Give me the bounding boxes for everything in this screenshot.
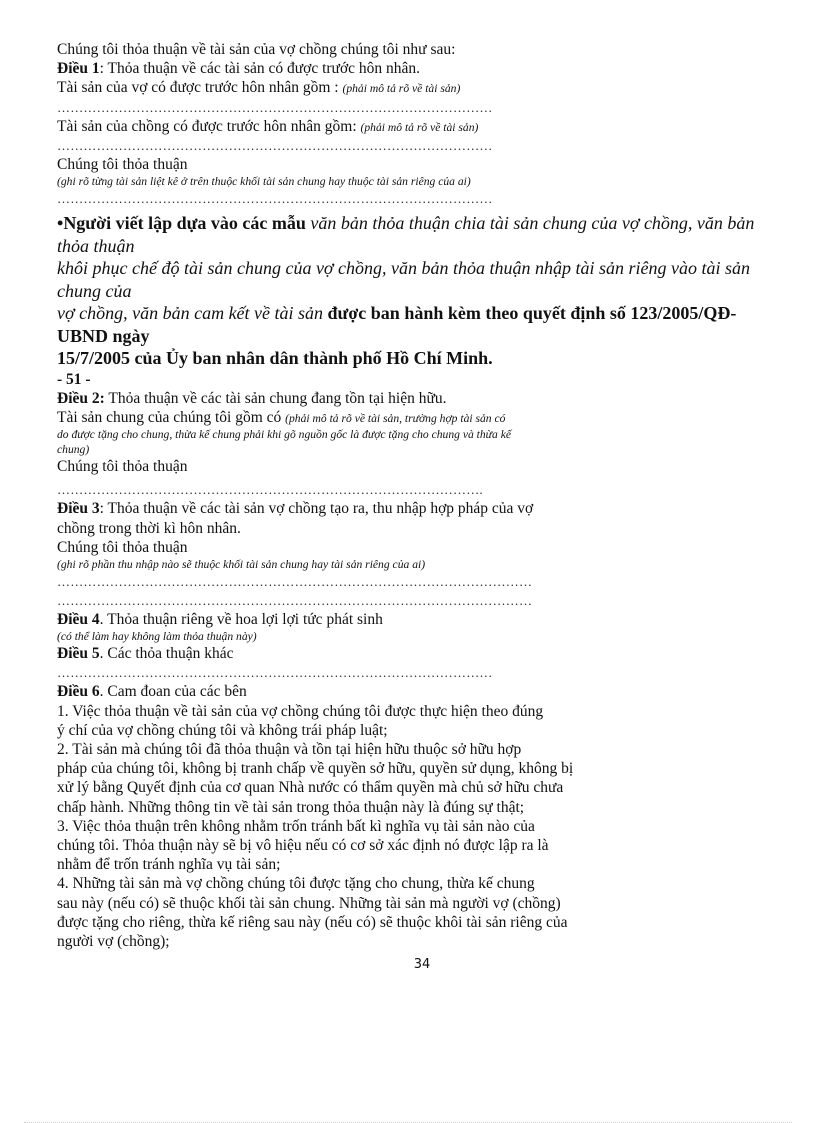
notice-line-2: thỏa thuận [57,235,135,256]
page-number: 34 [413,957,431,973]
dieu5-heading: Điều 5. Các thỏa thuận khác [57,645,234,663]
fill-line: ……………………………………………………………………………………… [57,137,493,153]
notice-line-1: •Người viết lập dựa vào các mẫu văn bản thỏa thuận chia tài sản chung của vợ chồng, văn bản [57,213,755,234]
commitment-line: chấp hành. Những thông tin về tài sản trong thỏa thuận này là đúng sự thật; [57,798,525,816]
fill-line: ……………………………………………………………………………………… [57,99,493,115]
commitment-line: 4. Những tài sản mà vợ chồng chúng tôi được tặng cho chung, thừa kế chung [57,875,535,893]
agree3-line: Chúng tôi thỏa thuận [57,538,188,556]
commitment-line: chúng tôi. Thỏa thuận này sẽ bị vô hiệu nếu có cơ sở xác định nó được lập ra là [57,836,549,854]
husband-assets-note: (phải mô tả rõ về tài sản) [360,120,479,134]
dieu6-heading: Điều 6. Cam đoan của các bên [57,683,247,701]
dieu3-line-2: chồng trong thời kì hôn nhân. [57,519,241,537]
notice-line-5: vợ chồng, văn bản cam kết về tài sản được ban hành kèm theo quyết định số 123/2005/QĐ- [57,303,737,324]
husband-assets-line: Tài sản của chồng có được trước hôn nhân gồm: (phải mô tả rõ về tài sản) [57,117,479,135]
notice-line-6: UBND ngày [57,325,150,346]
agree1-line: Chúng tôi thỏa thuận [57,155,188,173]
page-marker: - 51 - [57,370,91,388]
fill-line: ……………………………………………………………………………………………… [57,592,533,608]
commitment-line: 1. Việc thỏa thuận về tài sản của vợ chồng chúng tôi được thực hiện theo đúng [57,702,544,720]
wife-assets-line: Tài sản của vợ có được trước hôn nhân gồm : (phải mô tả rõ về tài sản) [57,79,461,97]
dieu2-heading: Điều 2: Thỏa thuận về các tài sản chung đang tồn tại hiện hữu. [57,389,447,407]
commitment-line: 3. Việc thỏa thuận trên không nhằm trốn tránh bất kì nghĩa vụ tài sản nào của [57,817,535,835]
commitment-line: xử lý bằng Quyết định của cơ quan Nhà nước có thẩm quyền mà chủ sở hữu chưa [57,779,564,797]
document-page [57,40,787,972]
commitment-line: sau này (nếu có) sẽ thuộc khối tài sản chung. Những tài sản mà người vợ (chồng) [57,894,561,912]
notice-line-3: khôi phục chế độ tài sản chung của vợ chồng, văn bản thỏa thuận nhập tài sản riêng vào tài sản [57,258,751,279]
notice-line-4: chung của [57,280,132,301]
commitment-line: ý chí của vợ chồng chúng tôi và không trái pháp luật; [57,721,388,739]
commitment-line: nhằm để trốn tránh nghĩa vụ tài sản; [57,856,281,874]
commitment-line: pháp của chúng tôi, không bị tranh chấp về quyền sở hữu, quyền sử dụng, không bị [57,760,574,778]
commitment-line: người vợ (chồng); [57,932,170,950]
common-assets-note-3: chung) [57,443,90,457]
commitment-line: được tặng cho riêng, thừa kế riêng sau này (nếu có) sẽ thuộc khôi tài sản riêng của [57,913,568,931]
agree2-line: Chúng tôi thỏa thuận [57,458,188,476]
dieu4-heading: Điều 4. Thỏa thuận riêng về hoa lợi lợi tức phát sinh [57,610,383,628]
commitment-line: 2. Tài sản mà chúng tôi đã thỏa thuận và tồn tại hiện hữu thuộc sở hữu hợp [57,740,522,758]
agree3-note: (ghi rõ phần thu nhập nào sẽ thuộc khối tài sản chung hay tài sản riêng của ai) [57,557,426,571]
fill-line: ……………………………………………………………………………………………… [57,573,533,589]
fill-line: ……………………………………………………………………………………. [57,482,483,498]
notice-line-7: 15/7/2005 của Ủy ban nhân dân thành phố Hồ Chí Minh. [57,348,493,369]
wife-assets-note: (phải mô tả rõ về tài sản) [342,82,461,96]
intro-line: Chúng tôi thỏa thuận về tài sản của vợ chồng chúng tôi như sau: [57,41,456,58]
dieu1-heading: Điều 1: Thỏa thuận về các tài sản có được trước hôn nhân. [57,60,421,78]
common-assets-line: Tài sản chung của chúng tôi gồm có (phải mô tả rõ về tài sản, trường hợp tài sản có [57,408,506,426]
common-assets-note-2: do được tặng cho chung, thừa kế chung phải khi gõ nguồn gốc là được tặng cho chung và thừa kế [57,428,511,442]
fill-line: ……………………………………………………………………………………… [57,665,493,681]
dieu4-note: (có thể làm hay không làm thỏa thuận này) [57,630,257,644]
fill-line: ……………………………………………………………………………………… [57,191,493,207]
agree1-note: (ghi rõ từng tài sản liệt kê ở trên thuộc khối tài sản chung hay thuộc tài sản riêng của ai) [57,175,471,189]
commitments-list [57,702,787,952]
notice-block [57,212,787,370]
dieu3-heading: Điều 3: Thỏa thuận về các tài sản vợ chồng tạo ra, thu nhập hợp pháp của vợ [57,500,534,518]
